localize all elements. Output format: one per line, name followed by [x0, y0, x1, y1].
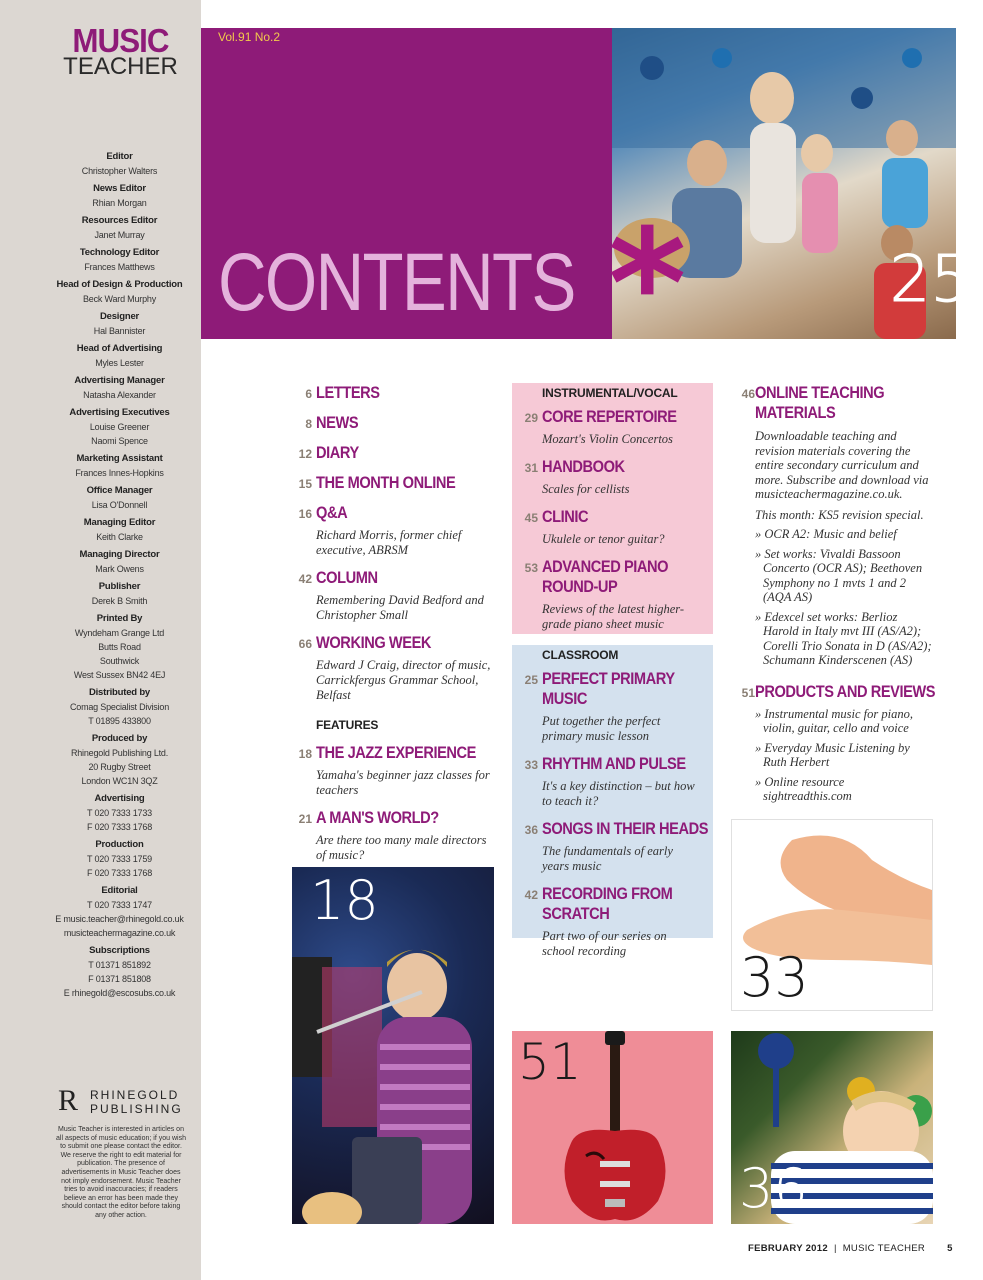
entry-description: The fundamentals of early years music — [542, 844, 673, 873]
entry-page-number: 29 — [524, 411, 538, 425]
staff-credit — [52, 686, 187, 728]
staff-role: Managing Editor — [83, 517, 156, 528]
entry-page-number: 53 — [524, 561, 538, 575]
bullet-item: » Set works: Vivaldi Bassoon Concerto (OCR AS); Beethoven Symphony no 1 mvts 1 and 2 (AQA AS) — [755, 546, 923, 604]
staff-detail: Frances Matthews — [84, 262, 155, 272]
staff-role: Advertising Manager — [74, 375, 165, 386]
staff-credits — [52, 150, 187, 1004]
entry-title: LETTERS — [316, 383, 380, 402]
staff-detail: Keith Clarke — [96, 532, 143, 542]
staff-detail: Myles Lester — [95, 358, 144, 368]
staff-detail: musicteachermagazine.co.uk — [63, 928, 176, 938]
contents-entry[interactable] — [518, 557, 701, 632]
contents-entry[interactable] — [292, 473, 497, 493]
staff-detail: T 020 7333 1759 — [87, 854, 152, 864]
entry-page-number: 46 — [741, 387, 755, 401]
staff-credit — [52, 944, 187, 1000]
contents-column-3 — [735, 383, 935, 804]
contents-entry[interactable] — [292, 633, 497, 703]
flute-page-number: 18 — [310, 869, 379, 932]
staff-role: Managing Director — [79, 549, 160, 560]
entry-title: PERFECT PRIMARY MUSIC — [542, 669, 675, 708]
staff-role: Produced by — [91, 733, 148, 744]
staff-detail: Naomi Spence — [91, 436, 148, 446]
staff-detail: Comag Specialist Division — [69, 702, 170, 712]
staff-role: Technology Editor — [79, 247, 160, 258]
staff-detail: Beck Ward Murphy — [83, 294, 156, 304]
contents-entry[interactable] — [518, 819, 709, 874]
bullet-item: » Everyday Music Listening by Ruth Herbert — [755, 740, 910, 769]
staff-detail: Natasha Alexander — [83, 390, 156, 400]
staff-detail: Derek B Smith — [91, 596, 148, 606]
entry-title: COLUMN — [316, 568, 378, 587]
staff-detail: E music.teacher@rhinegold.co.uk — [55, 914, 184, 924]
entry-description: Reviews of the latest higher-grade piano sheet music — [542, 602, 685, 631]
entry-title: RECORDING FROM SCRATCH — [542, 884, 673, 923]
classroom-heading: CLASSROOM — [542, 648, 619, 662]
entry-title: SONGS IN THEIR HEADS — [542, 819, 709, 838]
staff-role: Office Manager — [86, 485, 153, 496]
bullet-item: » Online resource sightreadthis.com — [755, 774, 852, 803]
entry-page-number: 18 — [298, 747, 312, 761]
staff-role: Advertising — [94, 793, 145, 804]
online-materials-entry[interactable] — [735, 383, 935, 423]
entry-description: It's a key distinction – but how to teach it? — [542, 779, 695, 808]
entry-page-number: 42 — [298, 572, 312, 586]
entry-page-number: 6 — [305, 387, 312, 401]
instrumental-heading: INSTRUMENTAL/VOCAL — [542, 386, 678, 400]
staff-credit — [52, 516, 187, 544]
entry-title: Q&A — [316, 503, 348, 522]
entry-title: A MAN'S WORLD? — [316, 808, 439, 827]
contents-entry[interactable] — [518, 884, 701, 959]
rhinegold-logo — [58, 1086, 188, 1118]
staff-detail: Frances Innes-Hopkins — [75, 468, 164, 478]
staff-role: Production — [95, 839, 144, 850]
staff-credit — [52, 838, 187, 880]
contents-entry[interactable] — [518, 407, 701, 447]
staff-credit — [52, 342, 187, 370]
rhinegold-wordmark — [90, 1088, 183, 1116]
staff-detail: T 020 7333 1733 — [87, 808, 152, 818]
page-footer — [748, 1243, 953, 1254]
bullet-item: » Edexcel set works: Berlioz Harold in Italy mvt III (AS/A2); Corelli Trio Sonata in D (AS/A2); Schumann Kinderscenen (AS) — [755, 609, 932, 667]
staff-credit — [52, 182, 187, 210]
staff-credit — [52, 150, 187, 178]
classroom-entries — [518, 669, 709, 959]
entry-title: ADVANCED PIANO ROUND-UP — [542, 557, 669, 596]
staff-role: Distributed by — [88, 687, 151, 698]
entry-page-number: 33 — [524, 758, 538, 772]
contents-entry[interactable] — [292, 383, 497, 403]
photo-toddler-maracas — [731, 1031, 933, 1224]
staff-detail: Lisa O'Donnell — [91, 500, 148, 510]
hero-page-number: 25 — [889, 243, 971, 317]
footer-date: FEBRUARY 2012 — [748, 1243, 828, 1254]
contents-column-1 — [292, 383, 497, 873]
entry-description: Are there too many male directors of music? — [316, 833, 487, 862]
staff-credit — [52, 792, 187, 834]
staff-credit — [52, 580, 187, 608]
staff-detail: T 01371 851892 — [88, 960, 151, 970]
contents-entry[interactable] — [292, 443, 497, 463]
staff-role: Subscriptions — [89, 945, 150, 956]
staff-credit — [52, 884, 187, 940]
baby-page-number: 36 — [739, 1157, 808, 1220]
staff-credit — [52, 484, 187, 512]
footer-page-number: 5 — [947, 1243, 953, 1254]
staff-credit — [52, 214, 187, 242]
staff-detail: Rhian Morgan — [92, 198, 147, 208]
staff-role: Marketing Assistant — [76, 453, 163, 464]
music-teacher-logo — [58, 22, 183, 80]
staff-detail: Mark Owens — [95, 564, 144, 574]
entry-description: Edward J Craig, director of music, Carrickfergus Grammar School, Belfast — [316, 658, 491, 702]
guitar-page-number: 51 — [518, 1033, 582, 1091]
staff-detail: 20 Rugby Street — [88, 762, 151, 772]
regular-entries — [292, 383, 497, 703]
entry-description: Mozart's Violin Concertos — [542, 432, 673, 446]
entry-title: THE MONTH ONLINE — [316, 473, 456, 492]
staff-role: Editor — [106, 151, 133, 162]
staff-role: Head of Advertising — [76, 343, 163, 354]
staff-role: Editorial — [101, 885, 138, 896]
footer-magazine: MUSIC TEACHER — [842, 1243, 926, 1254]
logo-line-1: MUSIC — [72, 22, 169, 59]
staff-credit — [52, 278, 187, 306]
staff-role: News Editor — [93, 183, 146, 194]
entry-page-number: 31 — [524, 461, 538, 475]
masthead-sidebar — [0, 0, 201, 1280]
contents-entry[interactable] — [292, 808, 497, 863]
staff-detail: West Sussex BN42 4EJ — [73, 670, 166, 680]
contents-entry[interactable] — [518, 754, 701, 809]
contents-entry[interactable] — [518, 457, 701, 497]
products-bullets — [735, 707, 935, 804]
staff-credit — [52, 612, 187, 682]
products-reviews-entry[interactable] — [735, 682, 935, 702]
entry-page-number: 25 — [524, 673, 538, 687]
entry-page-number: 16 — [298, 507, 312, 521]
staff-credit — [52, 374, 187, 402]
staff-detail: T 020 7333 1747 — [87, 900, 152, 910]
rhinegold-mark-icon: R — [58, 1084, 79, 1117]
staff-detail: F 01371 851808 — [88, 974, 151, 984]
photo-flute-player — [292, 867, 494, 1224]
entry-page-number: 42 — [524, 888, 538, 902]
staff-detail: London WC1N 3QZ — [81, 776, 158, 786]
staff-detail: T 01895 433800 — [88, 716, 151, 726]
instrumental-entries — [518, 407, 701, 632]
instrumental-vocal-box — [512, 383, 713, 634]
staff-role: Advertising Executives — [69, 407, 170, 418]
entry-description: Scales for cellists — [542, 482, 630, 496]
classroom-box — [512, 645, 713, 958]
entry-title: THE JAZZ EXPERIENCE — [316, 743, 477, 762]
entry-title: HANDBOOK — [542, 457, 625, 476]
entry-title: NEWS — [316, 413, 359, 432]
entry-page-number: 45 — [524, 511, 538, 525]
staff-credit — [52, 246, 187, 274]
entry-page-number: 21 — [298, 812, 312, 826]
entry-title: CLINIC — [542, 507, 589, 526]
clap-page-number: 33 — [740, 946, 809, 1009]
online-month-note: This month: KS5 revision special. — [755, 507, 924, 522]
contents-entry[interactable] — [292, 743, 497, 798]
features-entries — [292, 743, 497, 863]
staff-role: Printed By — [96, 613, 143, 624]
contents-entry[interactable] — [292, 413, 497, 433]
entry-page-number: 12 — [298, 447, 312, 461]
bullet-item: » OCR A2: Music and belief — [755, 527, 897, 541]
entry-title: WORKING WEEK — [316, 633, 432, 652]
entry-page-number: 66 — [298, 637, 312, 651]
staff-credit — [52, 310, 187, 338]
contents-entry[interactable] — [518, 507, 701, 547]
entry-title: DIARY — [316, 443, 359, 462]
rhinegold-line-2: PUBLISHING — [90, 1102, 183, 1116]
staff-detail: Southwick — [99, 656, 140, 666]
editorial-disclaimer: Music Teacher is interested in articles on all aspects of music education; if you wish to submit one please contact the editor. We reserve the right to edit material for publication. The presence of advertisements in Music Teacher does not imply endorsement. Music Teacher tries to avoid inaccuracies; if readers believe an error has been made they should contact the editor before taking any other action. — [56, 1126, 186, 1219]
online-intro: Downloadable teaching and revision materials covering the entire secondary curriculum and more. Subscribe and download via musicteachermagazine.co.uk. — [755, 429, 929, 501]
staff-role: Head of Design & Production — [56, 279, 183, 290]
staff-credit — [52, 452, 187, 480]
rhinegold-line-1: RHINEGOLD — [90, 1088, 180, 1102]
entry-page-number: 36 — [524, 823, 538, 837]
online-bullets — [735, 527, 935, 668]
asterisk-decoration-icon: * — [608, 198, 687, 372]
contents-entry[interactable] — [292, 568, 497, 623]
contents-entry[interactable] — [518, 669, 701, 744]
entry-title: CORE REPERTOIRE — [542, 407, 677, 426]
entry-page-number: 15 — [298, 477, 312, 491]
staff-detail: Christopher Walters — [81, 166, 158, 176]
staff-detail: Hal Bannister — [93, 326, 146, 336]
staff-detail: Janet Murray — [94, 230, 145, 240]
logo-line-2: TEACHER — [63, 53, 178, 80]
photo-clapping-hands — [731, 819, 933, 1011]
entry-page-number: 8 — [305, 417, 312, 431]
staff-detail: Wyndeham Grange Ltd — [74, 628, 165, 638]
staff-role: Designer — [99, 311, 140, 322]
features-heading: FEATURES — [316, 718, 379, 732]
entry-title: RHYTHM AND PULSE — [542, 754, 686, 773]
photo-electric-guitar — [512, 1031, 713, 1224]
staff-detail: E rhinegold@escosubs.co.uk — [63, 988, 176, 998]
staff-credit — [52, 732, 187, 788]
staff-detail: Butts Road — [98, 642, 141, 652]
staff-credit — [52, 548, 187, 576]
contents-entry[interactable] — [292, 503, 497, 558]
staff-role: Publisher — [98, 581, 141, 592]
entry-title: PRODUCTS AND REVIEWS — [755, 681, 936, 701]
bullet-item: » Instrumental music for piano, violin, guitar, cello and voice — [755, 706, 913, 735]
page-title: CONTENTS — [218, 237, 575, 328]
entry-description: Put together the perfect primary music lesson — [542, 714, 661, 743]
staff-detail: F 020 7333 1768 — [86, 868, 153, 878]
staff-role: Resources Editor — [81, 215, 158, 226]
staff-credit — [52, 406, 187, 448]
staff-detail: Louise Greener — [89, 422, 150, 432]
staff-detail: F 020 7333 1768 — [86, 822, 153, 832]
volume-number: Vol.91 No.2 — [218, 30, 281, 44]
footer-separator: | — [833, 1243, 837, 1254]
entry-description: Richard Morris, former chief executive, ABRSM — [316, 528, 462, 557]
entry-description: Remembering David Bedford and Christopher Small — [316, 593, 484, 622]
entry-title: ONLINE TEACHING MATERIALS — [755, 383, 885, 422]
entry-page-number: 51 — [741, 685, 755, 700]
entry-description: Part two of our series on school recording — [542, 929, 667, 958]
staff-detail: Rhinegold Publishing Ltd. — [70, 748, 169, 758]
entry-description: Yamaha's beginner jazz classes for teachers — [316, 768, 490, 797]
entry-description: Ukulele or tenor guitar? — [542, 532, 665, 546]
